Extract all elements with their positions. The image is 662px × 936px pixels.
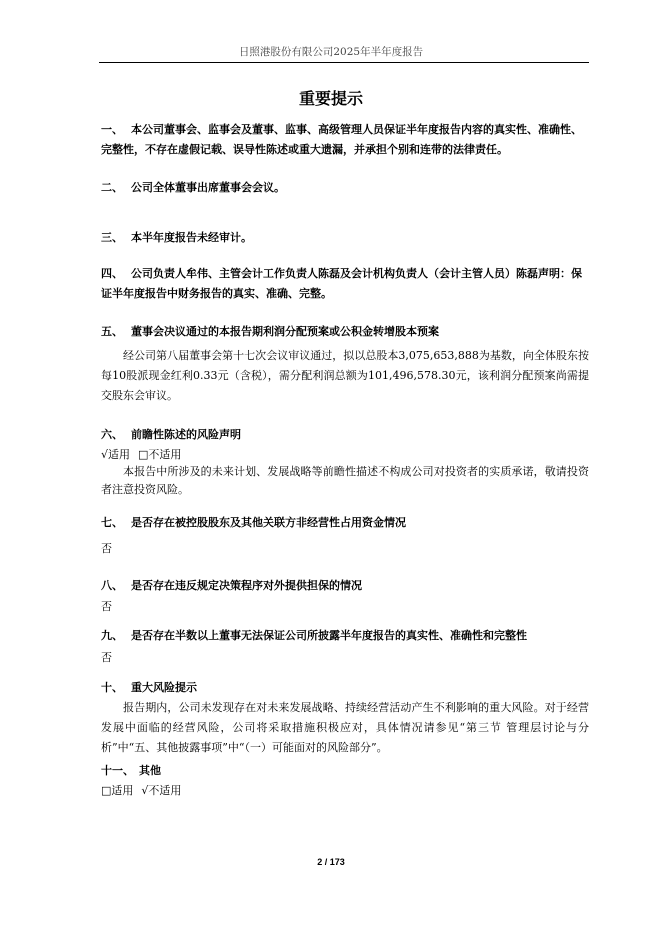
section-text: 公司负责人牟伟、主管会计工作负责人陈磊及会计机构负责人（会计主管人员）陈磊声明：保证半年度报告中财务报告的真实、准确、完整。 xyxy=(101,267,582,300)
section-text: 重大风险提示 xyxy=(131,681,197,694)
section-number: 二、 xyxy=(101,181,123,194)
not-applicable-checked: √不适用 xyxy=(141,784,182,797)
section-11-heading xyxy=(101,761,589,781)
section-5-heading xyxy=(101,322,589,342)
section-9-heading xyxy=(101,626,589,646)
header-title: 日照港股份有限公司2025年半年度报告 xyxy=(238,46,424,58)
section-10-heading xyxy=(101,678,589,698)
section-number: 一、 xyxy=(101,123,123,136)
section-number: 四、 xyxy=(101,267,123,280)
section-6-body: 本报告中所涉及的未来计划、发展战略等前瞻性描述不构成公司对投资者的实质承诺，敬请投资者注意投资风险。 xyxy=(101,465,589,496)
section-1 xyxy=(101,120,589,160)
section-number: 十一、 xyxy=(101,764,134,777)
section-5-body: 经公司第八届董事会第十七次会议审议通过，拟以总股本3,075,653,888为基数，向全体股东按每10股派现金红利0.33元（含税），需分配利润总额为101,496,578.30元，该利润分配预案尚需提交股东会审议。 xyxy=(101,349,589,402)
section-number: 七、 xyxy=(101,516,123,529)
section-number: 五、 xyxy=(101,325,123,338)
section-6-applicability xyxy=(101,446,189,464)
section-3 xyxy=(101,228,589,248)
page-title: 重要提示 xyxy=(298,89,363,108)
section-number: 六、 xyxy=(101,428,123,441)
section-2 xyxy=(101,178,589,198)
page-number: 2 / 173 xyxy=(317,857,345,867)
section-11-applicability xyxy=(101,782,189,800)
section-10-body: 报告期内，公司未发现存在对未来发展战略、持续经营活动产生不利影响的重大风险。对于经营发展中面临的经营风险，公司将采取措施积极应对，具体情况请参见“第三节 管理层讨论与分析”中“五、其他披露事项”中“（一）可能面对的风险部分”。 xyxy=(101,701,589,754)
section-6-heading xyxy=(101,425,589,445)
applicable-unchecked: □适用 xyxy=(101,784,134,797)
header-divider xyxy=(99,62,589,63)
section-number: 三、 xyxy=(101,231,123,244)
section-number: 九、 xyxy=(101,629,123,642)
section-text: 本公司董事会、监事会及董事、监事、高级管理人员保证半年度报告内容的真实性、准确性、完整性，不存在虚假记载、误导性陈述或重大遗漏，并承担个别和连带的法律责任。 xyxy=(101,123,582,156)
section-7-answer: 否 xyxy=(101,542,112,555)
section-text: 是否存在违反规定决策程序对外提供担保的情况 xyxy=(131,579,362,592)
applicable-checked: √适用 xyxy=(101,448,131,461)
section-text: 其他 xyxy=(139,764,161,777)
section-text: 是否存在半数以上董事无法保证公司所披露半年度报告的真实性、准确性和完整性 xyxy=(131,629,527,642)
section-8-heading xyxy=(101,576,589,596)
section-text: 是否存在被控股股东及其他关联方非经营性占用资金情况 xyxy=(131,516,406,529)
section-text: 公司全体董事出席董事会会议。 xyxy=(131,181,285,194)
section-4 xyxy=(101,264,589,304)
not-applicable-unchecked: □不适用 xyxy=(138,448,182,461)
section-9-answer: 否 xyxy=(101,651,112,664)
section-8-answer: 否 xyxy=(101,600,112,613)
section-text: 前瞻性陈述的风险声明 xyxy=(131,428,241,441)
section-text: 董事会决议通过的本报告期利润分配预案或公积金转增股本预案 xyxy=(131,325,439,338)
section-7-heading xyxy=(101,513,589,533)
section-number: 八、 xyxy=(101,579,123,592)
section-number: 十、 xyxy=(101,681,123,694)
section-text: 本半年度报告未经审计。 xyxy=(131,231,252,244)
